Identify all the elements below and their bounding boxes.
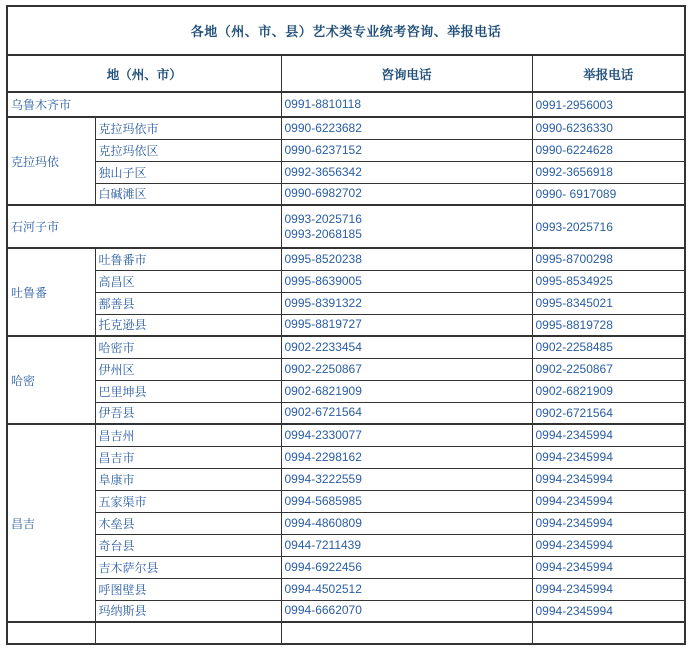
report-phone-cell: 0995-8700298 bbox=[532, 248, 685, 270]
report-phone-cell: 0902-6821909 bbox=[532, 380, 685, 402]
table-row bbox=[7, 314, 685, 336]
region-cell-empty bbox=[95, 622, 281, 644]
table-row bbox=[7, 92, 685, 117]
consult-phone-cell bbox=[281, 578, 532, 600]
consult-phone: 0994-6662070 bbox=[284, 603, 362, 618]
table-row bbox=[7, 446, 685, 468]
region-cell: 伊州区 bbox=[95, 358, 281, 380]
table-row bbox=[7, 161, 685, 183]
region-cell: 阜康市 bbox=[95, 468, 281, 490]
region-cell: 昌吉州 bbox=[95, 424, 281, 446]
consult-phone: 0944-7211439 bbox=[284, 537, 362, 552]
region-cell: 哈密市 bbox=[95, 336, 281, 358]
table-row bbox=[7, 578, 685, 600]
consult-phone-cell bbox=[281, 402, 532, 424]
report-phone-cell: 0994-2345994 bbox=[532, 512, 685, 534]
consult-phone-cell bbox=[281, 600, 532, 622]
consult-phone: 0902-6721564 bbox=[284, 405, 362, 420]
report-phone-cell: 0902-2250867 bbox=[532, 358, 685, 380]
consult-phone-cell bbox=[281, 358, 532, 380]
consult-phone-cell bbox=[281, 446, 532, 468]
consult-phone-cell bbox=[281, 183, 532, 205]
table-row bbox=[7, 556, 685, 578]
group-label: 昌吉 bbox=[7, 424, 95, 622]
consult-phone: 0994-3222559 bbox=[284, 471, 362, 486]
consult-phone: 0902-6821909 bbox=[284, 383, 362, 398]
consult-phone-cell bbox=[281, 336, 532, 358]
report-phone-cell: 0994-2345994 bbox=[532, 578, 685, 600]
consult-phone-cell bbox=[281, 161, 532, 183]
report-phone-cell: 0991-2956003 bbox=[532, 92, 685, 117]
table-row bbox=[7, 534, 685, 556]
region-cell: 玛纳斯县 bbox=[95, 600, 281, 622]
consult-phone: 0994-4860809 bbox=[284, 515, 362, 530]
group-label: 石河子市 bbox=[7, 205, 281, 248]
region-cell: 木垒县 bbox=[95, 512, 281, 534]
table-row bbox=[7, 600, 685, 622]
group-label: 乌鲁木齐市 bbox=[7, 92, 281, 117]
report-phone-cell: 0994-2345994 bbox=[532, 490, 685, 512]
region-cell: 克拉玛依区 bbox=[95, 139, 281, 161]
consult-phone-cell bbox=[281, 556, 532, 578]
table-row bbox=[7, 380, 685, 402]
region-cell: 克拉玛依市 bbox=[95, 117, 281, 139]
table-row bbox=[7, 402, 685, 424]
table-row bbox=[7, 248, 685, 270]
region-cell: 奇台县 bbox=[95, 534, 281, 556]
group-cell-empty bbox=[7, 622, 95, 644]
report-phone-cell: 0994-2345994 bbox=[532, 600, 685, 622]
table-row bbox=[7, 358, 685, 380]
consult-phone: 0990-6982702 bbox=[284, 186, 362, 201]
group-label: 克拉玛依 bbox=[7, 117, 95, 205]
consult-phone-cell bbox=[281, 424, 532, 446]
table-row bbox=[7, 117, 685, 139]
consult-phone-cell bbox=[281, 380, 532, 402]
table-row bbox=[7, 490, 685, 512]
partial-row bbox=[7, 622, 685, 644]
consult-phone-cell bbox=[281, 490, 532, 512]
consult-phone: 0993-2025716 bbox=[284, 211, 362, 226]
report-phone-cell: 0995-8819728 bbox=[532, 314, 685, 336]
header-row bbox=[7, 55, 685, 92]
report-phone-cell: 0994-2345994 bbox=[532, 556, 685, 578]
table-row bbox=[7, 292, 685, 314]
consult-phone: 0994-2330077 bbox=[284, 427, 362, 442]
report-phone-cell: 0992-3656918 bbox=[532, 161, 685, 183]
consult-phone-cell bbox=[281, 292, 532, 314]
page-title: 各地（州、市、县）艺术类专业统考咨询、举报电话 bbox=[7, 6, 685, 55]
consult-phone: 0902-2233454 bbox=[284, 339, 362, 354]
region-cell: 独山子区 bbox=[95, 161, 281, 183]
group-label: 哈密 bbox=[7, 336, 95, 424]
region-cell: 呼图壁县 bbox=[95, 578, 281, 600]
table-row bbox=[7, 205, 685, 248]
region-cell: 吉木萨尔县 bbox=[95, 556, 281, 578]
consult-phone: 0990-6223682 bbox=[284, 120, 362, 135]
report-phone-cell: 0990-6224628 bbox=[532, 139, 685, 161]
table-body bbox=[7, 92, 685, 644]
group-label: 吐鲁番 bbox=[7, 248, 95, 336]
region-cell: 高昌区 bbox=[95, 270, 281, 292]
consult-phone: 0995-8520238 bbox=[284, 251, 362, 266]
col-header-consult: 咨询电话 bbox=[281, 55, 532, 92]
consult-phone: 0990-6237152 bbox=[284, 142, 362, 157]
consult-phone: 0993-2068185 bbox=[284, 226, 362, 241]
report-phone-cell: 0994-2345994 bbox=[532, 446, 685, 468]
consult-phone-cell bbox=[281, 248, 532, 270]
region-cell: 鄯善县 bbox=[95, 292, 281, 314]
report-phone-cell: 0994-2345994 bbox=[532, 468, 685, 490]
region-cell: 昌吉市 bbox=[95, 446, 281, 468]
region-cell: 巴里坤县 bbox=[95, 380, 281, 402]
consult-phone: 0994-6922456 bbox=[284, 559, 362, 574]
report-phone-cell: 0990- 6917089 bbox=[532, 183, 685, 205]
consult-phone: 0995-8639005 bbox=[284, 273, 362, 288]
consult-phone-cell bbox=[281, 117, 532, 139]
consult-phone: 0994-4502512 bbox=[284, 581, 362, 596]
consult-phone-cell bbox=[281, 139, 532, 161]
report-phone-cell: 0902-6721564 bbox=[532, 402, 685, 424]
table-row bbox=[7, 512, 685, 534]
consult-phone-cell bbox=[281, 534, 532, 556]
consult-cell-empty bbox=[281, 622, 532, 644]
region-cell: 托克逊县 bbox=[95, 314, 281, 336]
title-row bbox=[7, 6, 685, 55]
consult-phone: 0991-8810118 bbox=[284, 97, 362, 111]
consult-phone: 0995-8391322 bbox=[284, 295, 362, 310]
table-row bbox=[7, 183, 685, 205]
report-phone-cell: 0995-8534925 bbox=[532, 270, 685, 292]
region-cell: 伊吾县 bbox=[95, 402, 281, 424]
region-cell: 白碱滩区 bbox=[95, 183, 281, 205]
consult-phone-cell bbox=[281, 205, 532, 248]
consult-phone-cell bbox=[281, 92, 532, 117]
consult-phone: 0994-5685985 bbox=[284, 493, 362, 508]
report-phone-cell: 0993-2025716 bbox=[532, 205, 685, 248]
table-row bbox=[7, 139, 685, 161]
table-row bbox=[7, 270, 685, 292]
table-row bbox=[7, 424, 685, 446]
consult-phone: 0992-3656342 bbox=[284, 164, 362, 179]
report-phone-cell: 0990-6236330 bbox=[532, 117, 685, 139]
consult-phone: 0994-2298162 bbox=[284, 449, 362, 464]
report-phone-cell: 0994-2345994 bbox=[532, 424, 685, 446]
consult-phone-cell bbox=[281, 270, 532, 292]
col-header-report: 举报电话 bbox=[532, 55, 685, 92]
col-header-region: 地（州、市） bbox=[7, 55, 281, 92]
report-cell-empty bbox=[532, 622, 685, 644]
region-cell: 吐鲁番市 bbox=[95, 248, 281, 270]
table-row bbox=[7, 468, 685, 490]
report-phone-cell: 0994-2345994 bbox=[532, 534, 685, 556]
consult-phone: 0902-2250867 bbox=[284, 361, 362, 376]
report-phone-cell: 0995-8345021 bbox=[532, 292, 685, 314]
consult-phone-cell bbox=[281, 314, 532, 336]
phone-table bbox=[6, 5, 686, 645]
table-row bbox=[7, 336, 685, 358]
region-cell: 五家渠市 bbox=[95, 490, 281, 512]
consult-phone-cell bbox=[281, 512, 532, 534]
consult-phone: 0995-8819727 bbox=[284, 317, 362, 332]
consult-phone-cell bbox=[281, 468, 532, 490]
report-phone-cell: 0902-2258485 bbox=[532, 336, 685, 358]
